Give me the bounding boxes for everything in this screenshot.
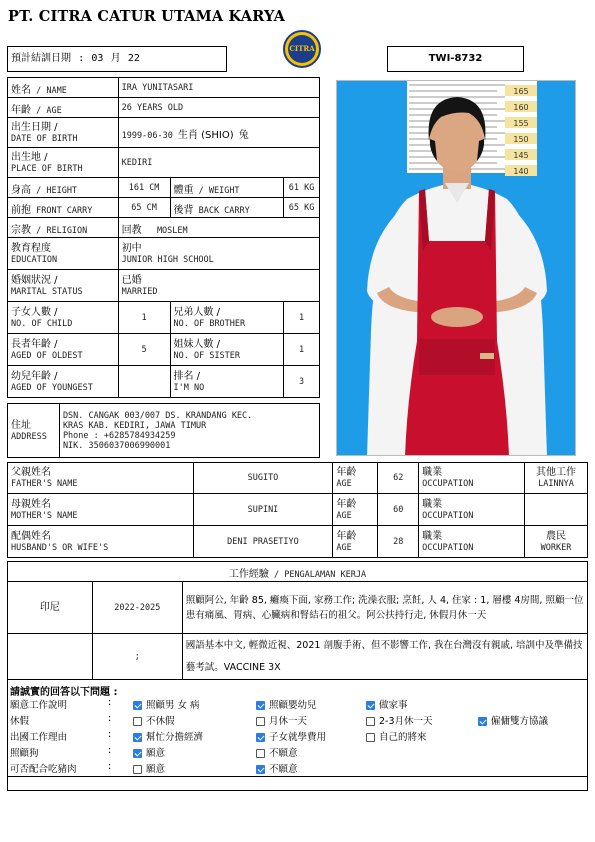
religion-value-en: MOSLEM — [156, 226, 188, 236]
row-carry — [8, 198, 320, 218]
front-carry-label-zh: 前抱 — [11, 205, 31, 216]
rank-value: 3 — [284, 366, 320, 398]
qa-option-label: 照顧嬰幼兒 — [269, 700, 317, 711]
work-row-2-empty — [8, 634, 93, 680]
checked-checkbox-icon[interactable] — [133, 701, 142, 710]
mother-age-label-zh: 年齡 — [336, 498, 357, 510]
qa-sep: : — [108, 697, 112, 708]
spouse-job-zh: 農民 — [546, 530, 566, 542]
checked-checkbox-icon[interactable] — [133, 733, 142, 742]
work-table — [7, 561, 588, 680]
work-title-sep: / — [273, 570, 280, 580]
education-value-en: JUNIOR HIGH SCHOOL — [121, 254, 214, 265]
address-nik: NIK. 3506037006990001 — [62, 440, 171, 451]
name-label-en: NAME — [46, 86, 67, 96]
age-label-en: AGE — [46, 106, 62, 116]
mother-label-zh: 母親姓名 — [11, 498, 51, 510]
training-date-day: 22 — [127, 53, 140, 64]
family-row-mother — [8, 494, 588, 526]
address-label-zh: 住址 — [11, 419, 31, 431]
dob-value: 1999-06-30 — [121, 131, 173, 141]
unchecked-checkbox-icon[interactable] — [256, 717, 265, 726]
qa-question-label: 願意工作說明 — [10, 700, 68, 711]
qa-box — [7, 679, 588, 777]
marital-value-en: MARRIED — [121, 286, 158, 297]
qa-option-label: 月休一天 — [269, 716, 308, 727]
qa-question-label: 照顧狗 — [10, 748, 39, 759]
spouse-job-en: WORKER — [540, 542, 572, 553]
name-label-zh: 姓名 — [11, 85, 31, 96]
qa-option-label: 願意 — [146, 764, 166, 775]
father-occ-label-en: OCCUPATION — [422, 479, 474, 489]
work-country: 印尼 — [8, 582, 93, 634]
training-date-month-unit: 月 — [110, 53, 121, 64]
row-children-brothers: 子女人數 / NO. OF CHILD 1 兄弟人數 / NO. OF BROTHER 1 — [8, 302, 320, 334]
work-notes: 國語基本中文, 輕微近視、2021 剖腹手術、但不影響工作, 我在台灣沒有親戚, 培訓中及準備技藝考試。VACCINE 3X — [182, 634, 587, 680]
unchecked-checkbox-icon[interactable] — [133, 717, 142, 726]
address-line-1: DSN. CANGAK 003/007 DS. KRANDANG KEC. — [62, 410, 253, 421]
father-age-label-zh: 年齡 — [336, 467, 357, 478]
family-table — [7, 462, 588, 558]
qa-option-label: 自己的將來 — [379, 732, 427, 743]
spouse-age-label-zh: 年齡 — [336, 530, 357, 542]
qa-sep: : — [108, 729, 112, 740]
checked-checkbox-icon[interactable] — [256, 701, 265, 710]
company-name: PT. CITRA CATUR UTAMA KARYA — [8, 8, 286, 25]
father-age-label-en: AGE — [336, 479, 352, 489]
unchecked-checkbox-icon[interactable] — [133, 765, 142, 774]
family-row-spouse — [8, 526, 588, 558]
qa-option-label: 不願意 — [269, 764, 298, 775]
father-occ-label-zh: 職業 — [422, 467, 443, 478]
row-address — [8, 404, 320, 458]
checked-checkbox-icon[interactable] — [256, 733, 265, 742]
height-label-en: HEIGHT — [46, 186, 78, 196]
row-name: 姓名 / NAME IRA YUNITASARI — [8, 78, 320, 98]
unchecked-checkbox-icon[interactable] — [366, 733, 375, 742]
address-line-2: KRAS KAB. KEDIRI, JAWA TIMUR — [62, 420, 207, 431]
age-label-zh: 年齡 — [11, 105, 31, 116]
work-description: 照顧阿公, 年齡 85, 癱瘓下面, 家務工作; 洗澡衣服; 烹飪, 人 4, 住家 : 1, 層樓 4房間, 照顧一位患有痛風、胃病、心臟病和腎結石的祖父。阿公扶持行走, 休假月休一天 — [182, 582, 587, 634]
mother-age-label-en: AGE — [336, 510, 352, 521]
religion-label-zh: 宗教 — [11, 225, 31, 236]
training-date-month: 03 — [91, 53, 104, 64]
father-job-zh: 其他工作 — [536, 467, 576, 478]
sisters-value: 1 — [284, 334, 320, 366]
qa-sep: : — [108, 761, 112, 772]
mother-occ-label-en: OCCUPATION — [422, 510, 474, 521]
company-logo — [283, 30, 321, 68]
brothers-label-zh: 兄弟人數 — [173, 306, 214, 318]
address-phone: Phone : +6285784934259 — [62, 430, 176, 441]
unchecked-checkbox-icon[interactable] — [256, 749, 265, 758]
qa-question-label: 休假 — [10, 716, 30, 727]
mother-occ-label-zh: 職業 — [422, 498, 443, 510]
marital-label-zh: 婚姻狀況 — [11, 274, 51, 286]
address-label-en: ADDRESS — [11, 431, 47, 442]
training-date-label: 預計結訓日期 — [11, 53, 71, 64]
religion-value-zh: 回教 — [121, 225, 142, 236]
qa-sep: : — [108, 745, 112, 756]
age-value: 26 YEARS OLD — [118, 98, 319, 118]
qa-option[interactable] — [133, 745, 165, 759]
checked-checkbox-icon[interactable] — [256, 765, 265, 774]
spouse-age: 28 — [378, 526, 419, 558]
checked-checkbox-icon[interactable] — [478, 717, 487, 726]
youngest-label-en: AGED OF YOUNGEST — [11, 382, 93, 393]
oldest-label-zh: 長者年齡 — [11, 338, 51, 350]
education-label-zh: 教育程度 — [11, 242, 51, 254]
spouse-occ-label-en: OCCUPATION — [422, 542, 474, 553]
spouse-age-label-en: AGE — [336, 542, 352, 553]
logo-text: CITRA — [289, 44, 315, 53]
qa-option[interactable] — [366, 713, 433, 727]
dob-label-zh: 出生日期 — [11, 121, 51, 133]
back-carry-label-en: BACK CARRY — [198, 206, 250, 216]
spouse-label-zh: 配偶姓名 — [11, 530, 51, 542]
checked-checkbox-icon[interactable] — [133, 749, 142, 758]
qa-option[interactable] — [366, 697, 408, 711]
height-label-zh: 身高 — [11, 185, 31, 196]
work-title-en: PENGALAMAN KERJA — [284, 570, 367, 580]
qa-question-label: 出國工作理由 — [10, 732, 68, 743]
qa-option[interactable] — [133, 697, 200, 711]
height-mark-label: 160 — [513, 103, 529, 112]
pob-label-zh: 出生地 — [11, 151, 41, 163]
youngest-label-zh: 幼兒年齡 — [11, 370, 51, 382]
rank-label-zh: 排名 — [173, 370, 194, 382]
qa-option[interactable] — [256, 713, 307, 727]
back-carry-value: 65 KG — [284, 198, 320, 218]
pob-value: KEDIRI — [118, 148, 319, 178]
unchecked-checkbox-icon[interactable] — [366, 717, 375, 726]
mother-label-en: MOTHER'S NAME — [11, 510, 78, 521]
qa-title: 請誠實的回答以下問題 : — [10, 687, 118, 698]
mother-age: 60 — [378, 494, 419, 526]
id-code: TWI-8732 — [428, 53, 483, 64]
father-job-en: LAINNYA — [538, 479, 574, 489]
training-date-sep: : — [78, 53, 85, 64]
shio-label: 生肖 (SHIO) — [177, 130, 234, 141]
dob-label-en: DATE OF BIRTH — [11, 133, 78, 144]
candidate-photo — [336, 80, 576, 456]
qa-option[interactable] — [256, 761, 298, 775]
row-oldest-sisters: 長者年齡 / AGED OF OLDEST 5 姐妹人數 / NO. OF SISTER 1 — [8, 334, 320, 366]
children-label-zh: 子女人數 — [11, 306, 51, 318]
profile-table — [7, 77, 320, 398]
weight-value: 61 KG — [284, 178, 320, 198]
row-age: 年齡 / AGE 26 YEARS OLD — [8, 98, 320, 118]
youngest-value — [118, 366, 170, 398]
father-name: SUGITO — [193, 463, 333, 494]
father-label-zh: 父親姓名 — [11, 467, 51, 478]
row-marital: 婚姻狀況 / MARITAL STATUS 已婚 MARRIED — [8, 270, 320, 302]
height-value: 161 CM — [118, 178, 170, 198]
work-period: 2022-2025 — [92, 582, 182, 634]
qa-option[interactable] — [133, 729, 203, 743]
qa-sep: : — [108, 713, 112, 724]
religion-label-en: RELIGION — [46, 226, 88, 236]
back-carry-label-zh: 後背 — [173, 205, 194, 216]
marital-value-zh: 已婚 — [121, 274, 142, 286]
footer-line — [7, 777, 588, 791]
photo-illustration — [337, 81, 576, 456]
qa-option[interactable] — [256, 697, 317, 711]
work-header-row — [8, 562, 588, 582]
id-code-box — [387, 46, 524, 72]
education-value-zh: 初中 — [121, 242, 142, 254]
qa-option[interactable] — [366, 729, 427, 743]
checked-checkbox-icon[interactable] — [366, 701, 375, 710]
qa-option-label: 僱傭雙方協議 — [491, 716, 549, 727]
height-mark-label: 145 — [513, 151, 529, 160]
row-religion: 宗教 / RELIGION 回教 MOSLEM — [8, 218, 320, 238]
father-age: 62 — [378, 463, 419, 494]
training-date-box — [7, 46, 227, 72]
front-carry-label-en: FRONT CARRY — [36, 206, 93, 216]
row-youngest-rank: 幼兒年齡 / AGED OF YOUNGEST 排名 / I'M NO 3 — [8, 366, 320, 398]
oldest-label-en: AGED OF OLDEST — [11, 350, 83, 361]
work-row-2-sep: ; — [92, 634, 182, 680]
brothers-label-en: NO. OF BROTHER — [173, 318, 246, 329]
family-row-father — [8, 463, 588, 494]
mother-name: SUPINI — [193, 494, 333, 526]
qa-option-label: 願意 — [146, 748, 166, 759]
height-mark-label: 155 — [513, 119, 529, 128]
row-education — [8, 238, 320, 270]
qa-option[interactable] — [256, 745, 298, 759]
height-mark-label: 150 — [513, 135, 529, 144]
spouse-occ-label-zh: 職業 — [422, 530, 443, 542]
sisters-label-zh: 姐妹人數 — [173, 338, 214, 350]
pob-label-en: PLACE OF BIRTH — [11, 163, 83, 174]
oldest-value: 5 — [118, 334, 170, 366]
height-mark-label: 165 — [513, 87, 529, 96]
qa-option-label: 做家事 — [379, 700, 408, 711]
qa-option-label: 不休假 — [146, 716, 175, 727]
qa-option[interactable] — [133, 713, 175, 727]
rank-label-en: I'M NO — [173, 382, 205, 393]
brothers-value: 1 — [284, 302, 320, 334]
education-label-en: EDUCATION — [11, 254, 58, 265]
father-label-en: FATHER'S NAME — [11, 479, 78, 489]
children-label-en: NO. OF CHILD — [11, 318, 73, 329]
work-title-zh: 工作經驗 — [228, 569, 269, 580]
qa-option-label: 照顧男 女 病 — [146, 700, 200, 711]
qa-question-label: 可否配合吃豬肉 — [10, 764, 77, 775]
qa-option[interactable] — [256, 729, 326, 743]
row-height-weight: 身高 / HEIGHT 161 CM 體重 / WEIGHT 61 KG — [8, 178, 320, 198]
spouse-name: DENI PRASETIYO — [193, 526, 333, 558]
work-row-1 — [8, 582, 588, 634]
weight-label-zh: 體重 — [173, 185, 194, 196]
address-table — [7, 403, 320, 458]
spouse-label-en: HUSBAND'S OR WIFE'S — [11, 542, 109, 553]
qa-option[interactable] — [478, 713, 548, 727]
row-dob: 出生日期 / DATE OF BIRTH 1999-06-30 生肖 (SHIO) 兔 — [8, 118, 320, 148]
height-mark-label: 140 — [513, 167, 529, 176]
marital-label-en: MARITAL STATUS — [11, 286, 83, 297]
name-value: IRA YUNITASARI — [118, 78, 319, 98]
shio-value: 兔 — [238, 130, 249, 141]
qa-option-label: 子女就學費用 — [269, 732, 327, 743]
children-value: 1 — [118, 302, 170, 334]
qa-option-label: 幫忙分擔經濟 — [146, 732, 204, 743]
qa-option[interactable] — [133, 761, 165, 775]
weight-label-en: WEIGHT — [208, 186, 240, 196]
row-pob: 出生地 / PLACE OF BIRTH KEDIRI — [8, 148, 320, 178]
qa-option-label: 2-3月休一天 — [379, 716, 433, 727]
work-row-2 — [8, 634, 588, 680]
qa-option-label: 不願意 — [269, 748, 298, 759]
sisters-label-en: NO. OF SISTER — [173, 350, 241, 361]
front-carry-value: 65 CM — [118, 198, 170, 218]
